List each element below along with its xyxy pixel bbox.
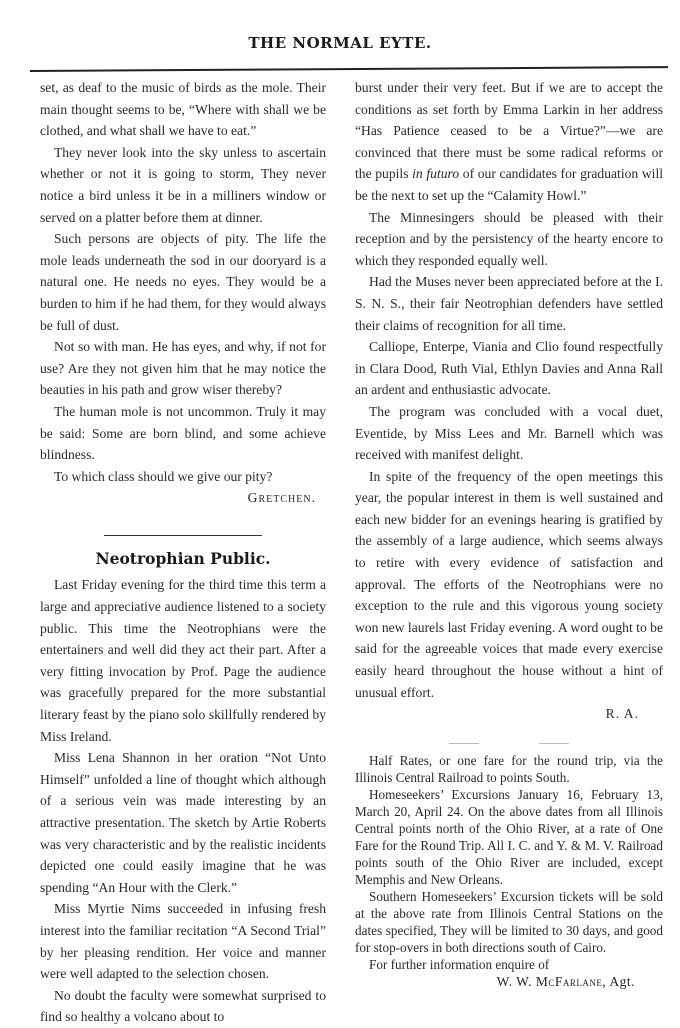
paragraph: The human mole is not uncommon. Truly it may be said: Some are born blind, and some achieve blindness.: [40, 403, 326, 463]
paragraph: The program was concluded with a vocal duet, Eventide, by Miss Lees and Mr. Barnell which was received with manifest delight.: [355, 403, 663, 463]
paragraph: In spite of the frequency of the open meetings this year, the popular interest in them is well sustained and each new bidder for an evenings hearing is gratified by the assembly of a large audience, which seems always to retire with every evidence of satisfaction and approval. The efforts of the Neotrophians were no exception to the rule and this vigorous young society won new laurels last Friday evening. A word ought to be said for the agreeable voices that made every exercise easily heard throughout the house without a hint of unusual effort.: [355, 468, 663, 700]
agent-signature: [355, 973, 663, 990]
paragraph: Miss Myrtie Nims succeeded in infusing fresh interest into the familiar recitation “A Second Trial” by her pleasing rendition. Her voice and manner were well adapted to the selection chosen.: [40, 901, 326, 982]
continued-essay: [40, 77, 326, 509]
section-divider: [355, 743, 663, 744]
article-continued: [355, 77, 663, 725]
paragraph: Had the Muses never been appreciated before at the I. S. N. S., their fair Neotrophian defenders have settled their claims of recognition for all time.: [355, 274, 663, 333]
author-signature: R. A.: [605, 706, 639, 722]
paragraph: Miss Lena Shannon in her oration “Not Unto Himself” unfolded a line of thought which although of a serious vein was made interesting by an attractive presentation. The sketch by Artie Roberts was very characteristic and by the realistic incidents depicted one could easily imagine that he was spending “An Hour with the Clerk.”: [40, 750, 326, 895]
ad-paragraph: Half Rates, or one fare for the round trip, via the Illinois Central Railroad to points South.: [355, 752, 663, 785]
text-run: burst under their very feet. But if we are to accept the conditions as set forth by Emma Larkin in her address “Has Patience ceased to be a Virtue?”—we are convinced that there must be some radical reforms or the pupils: [355, 80, 663, 182]
page-header: [0, 34, 680, 52]
paragraph: Last Friday evening for the third time this term a large and appreciative audience listened to a society public. This time the Neotrophians were the entertainers and well did they act their part. After a very fitting invocation by Prof. Page the audience was gracefully prepared for the more substantial literary feast by the piano solo skillfully rendered by Miss Ireland.: [40, 577, 326, 744]
paragraph: The Minnesingers should be pleased with their reception and by the persistency of the hearty encore to which they responded equally well.: [355, 209, 663, 268]
ad-paragraph: For further information enquire of: [369, 956, 550, 972]
agent-name: McFarlane: [535, 973, 603, 989]
text-run: of our candidates for graduation will be the next to set up the “Calamity Howl.”: [355, 166, 663, 203]
paragraph: set, as deaf to the music of birds as the mole. Their main thought seems to be, “Where with shall we be clothed, and what shall we have to eat.”: [40, 80, 326, 139]
publication-title: THE NORMAL EYTE.: [248, 34, 432, 52]
left-column: [40, 77, 326, 1028]
railroad-advertisement: [355, 752, 663, 990]
italic-phrase: in futuro: [412, 166, 460, 182]
paragraph: [355, 77, 663, 207]
header-rule: [30, 66, 668, 72]
paragraph: Not so with man. He has eyes, and why, if not for use? Are they not given him that he may notice the beauties in his path and grow wiser thereby?: [40, 339, 326, 398]
right-column: [355, 77, 663, 990]
article-neotrophian-public: [40, 548, 326, 1028]
paragraph: They never look into the sky unless to ascertain whether or not it is going to storm, They never notice a bird unless it be in a milliners window or served on a platter before them at dinner.: [40, 144, 326, 225]
article-title: Neotrophian Public.: [95, 548, 271, 568]
agent-initials: W. W.: [496, 973, 536, 989]
paragraph: To which class should we give our pity?: [54, 468, 273, 484]
paragraph: Calliope, Enterpe, Viania and Clio found respectfully in Clara Dood, Ruth Vial, Ethlyn Davies and Anna Rall an ardent and enthusiastic advocate.: [355, 339, 663, 398]
section-divider: [104, 535, 262, 536]
ad-paragraph: Homeseekers’ Excursions January 16, February 13, March 20, April 24. On the above dates from all Illinois Central points north of the Ohio River, at a rate of One Fare for the Round Trip. All I. C. and Y. & M. V. Railroad points south of the Ohio River are included, except Memphis and New Orleans.: [355, 786, 663, 887]
author-signature: Gretchen.: [247, 490, 316, 506]
paragraph: No doubt the faculty were somewhat surprised to find so healthy a volcano about to: [40, 987, 326, 1025]
agent-title: , Agt.: [602, 973, 635, 989]
paragraph: Such persons are objects of pity. The life the mole leads underneath the sod in our dooryard is a natural one. He needs no eyes. They would be a burden to him if he had them, for they would always be full of dust.: [40, 231, 326, 333]
ad-paragraph: Southern Homeseekers’ Excursion tickets will be sold at the above rate from Illinois Central Stations on the dates specified, They will be limited to 30 days, and good for stop-overs in both directions south of Cairo.: [355, 888, 663, 955]
